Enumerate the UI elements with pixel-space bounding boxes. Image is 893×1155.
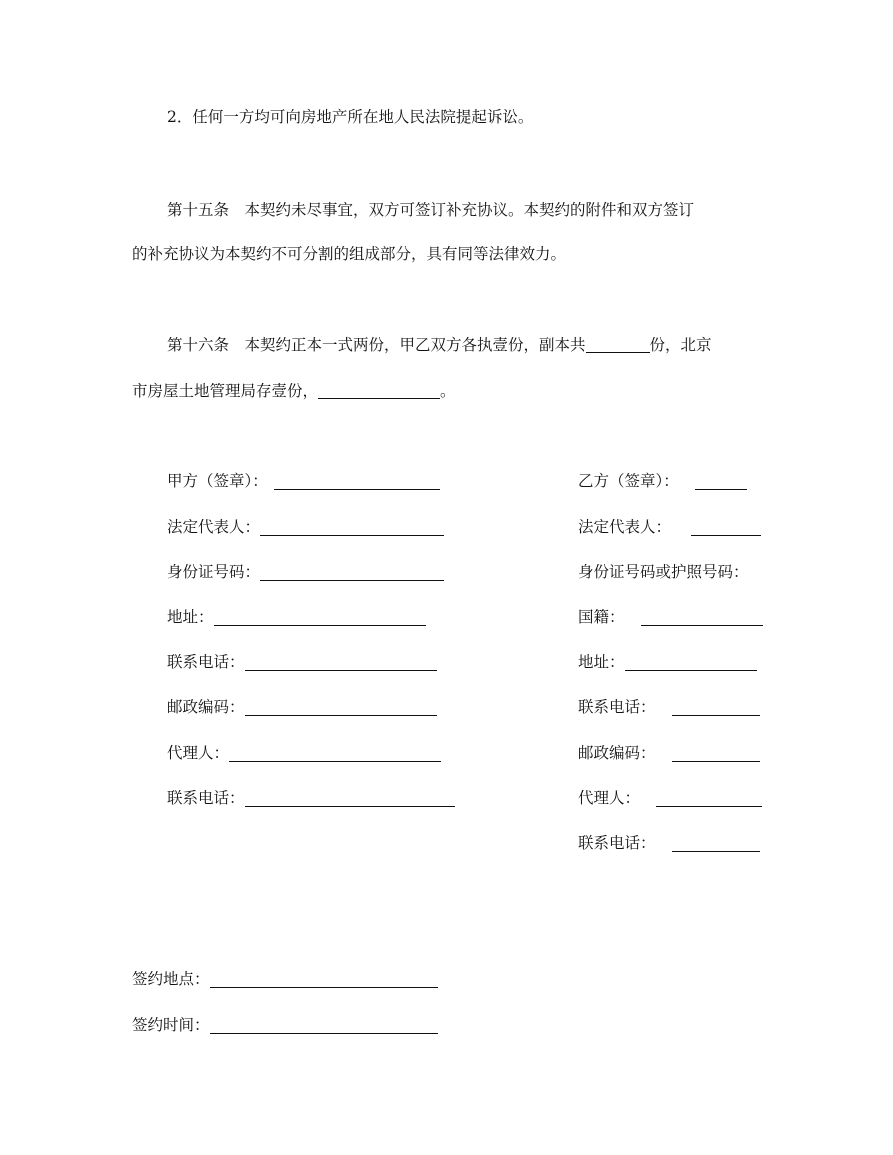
copies-blank[interactable] xyxy=(586,336,650,353)
party-a-address-label: 地址： xyxy=(167,608,214,626)
party-b-agent-field xyxy=(578,787,762,809)
party-b-postcode-blank[interactable] xyxy=(672,745,760,762)
party-a-agent-phone-label: 联系电话： xyxy=(167,789,245,807)
party-b-sign-label: 乙方（签章）： xyxy=(578,472,679,490)
party-a-phone-label: 联系电话： xyxy=(167,653,245,671)
party-b-legal-rep-blank[interactable] xyxy=(691,519,761,536)
article-15-line-1: 第十五条 本契约未尽事宜，双方可签订补充协议。本契约的附件和双方签订 xyxy=(167,201,695,219)
article-16-text-b: 份，北京 xyxy=(649,336,712,354)
party-b-legal-rep-field xyxy=(578,516,761,538)
party-a-id-label: 身份证号码： xyxy=(167,563,261,581)
party-b-legal-rep-label: 法定代表人： xyxy=(578,518,672,536)
party-b-agent-phone-blank[interactable] xyxy=(672,835,760,852)
party-a-agent-phone-blank[interactable] xyxy=(245,790,455,807)
party-a-agent-phone-field xyxy=(167,787,455,809)
party-b-nationality-blank[interactable] xyxy=(641,609,763,626)
party-b-agent-blank[interactable] xyxy=(656,790,762,807)
party-a-phone-blank[interactable] xyxy=(245,654,437,671)
party-b-phone-label: 联系电话： xyxy=(578,698,656,716)
party-a-sign-field xyxy=(167,470,440,492)
party-a-agent-label: 代理人： xyxy=(167,744,230,762)
party-b-sign-blank[interactable] xyxy=(695,473,747,490)
party-b-phone-field xyxy=(578,696,760,718)
party-b-agent-label: 代理人： xyxy=(578,789,641,807)
article-16-text-d: 。 xyxy=(440,382,456,400)
party-b-nationality-field xyxy=(578,606,763,628)
party-b-agent-phone-label: 联系电话： xyxy=(578,834,656,852)
party-b-phone-blank[interactable] xyxy=(672,699,760,716)
party-b-agent-phone-field xyxy=(578,832,760,854)
party-b-id-field xyxy=(578,561,749,583)
party-a-legal-rep-field xyxy=(167,516,444,538)
party-a-address-blank[interactable] xyxy=(214,609,426,626)
signing-place-blank[interactable] xyxy=(210,971,438,988)
party-b-id-label: 身份证号码或护照号码： xyxy=(578,563,749,581)
party-a-address-field xyxy=(167,606,426,628)
article-16-text-c: 市房屋土地管理局存壹份， xyxy=(132,382,319,400)
signing-time-blank[interactable] xyxy=(210,1017,438,1034)
party-b-address-label: 地址： xyxy=(578,653,625,671)
signing-place-field xyxy=(132,968,438,990)
party-b-sign-field xyxy=(578,470,747,492)
party-a-postcode-label: 邮政编码： xyxy=(167,698,245,716)
party-b-address-field xyxy=(578,651,757,673)
article-16-line-2 xyxy=(132,380,456,402)
party-a-legal-rep-blank[interactable] xyxy=(260,519,444,536)
party-a-phone-field xyxy=(167,651,437,673)
signing-place-label: 签约地点： xyxy=(132,970,210,988)
article-16-text-a: 第十六条 本契约正本一式两份，甲乙双方各执壹份，副本共 xyxy=(167,336,586,354)
other-copy-blank[interactable] xyxy=(318,382,440,399)
party-a-legal-rep-label: 法定代表人： xyxy=(167,518,261,536)
clause-item-2: 2．任何一方均可向房地产所在地人民法院提起诉讼。 xyxy=(167,108,534,126)
party-a-agent-blank[interactable] xyxy=(229,745,441,762)
party-b-nationality-label: 国籍： xyxy=(578,608,625,626)
signing-time-field xyxy=(132,1014,438,1036)
signing-time-label: 签约时间： xyxy=(132,1016,210,1034)
party-b-postcode-field xyxy=(578,742,760,764)
party-a-postcode-field xyxy=(167,696,437,718)
party-a-sign-label: 甲方（签章）： xyxy=(167,472,268,490)
party-a-sign-blank[interactable] xyxy=(274,473,440,490)
party-b-postcode-label: 邮政编码： xyxy=(578,744,656,762)
party-a-id-blank[interactable] xyxy=(260,564,444,581)
party-a-postcode-blank[interactable] xyxy=(245,699,437,716)
article-15-line-2: 的补充协议为本契约不可分割的组成部分，具有同等法律效力。 xyxy=(132,245,567,263)
party-b-address-blank[interactable] xyxy=(625,654,757,671)
party-a-id-field xyxy=(167,561,444,583)
article-16-line-1 xyxy=(167,334,712,356)
party-a-agent-field xyxy=(167,742,441,764)
